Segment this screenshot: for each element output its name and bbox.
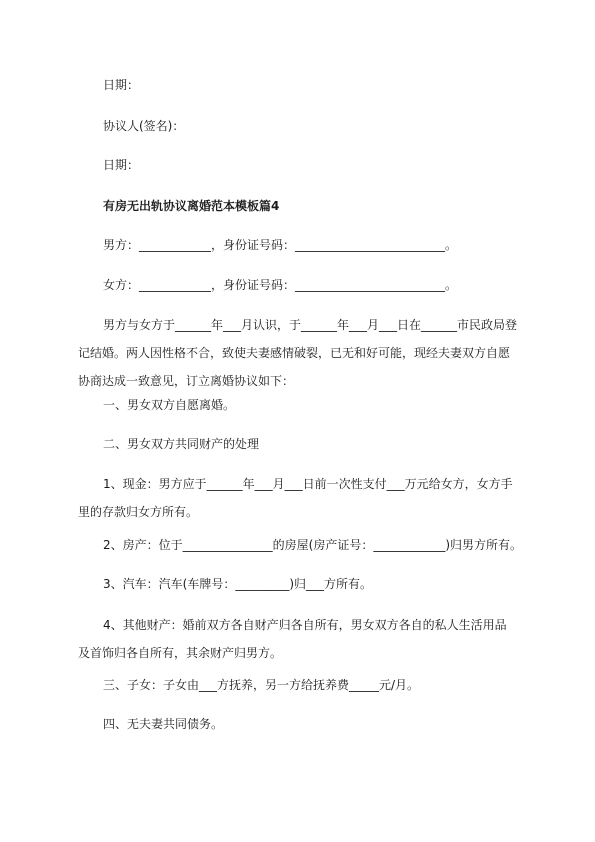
clause-1: 一、男女双方自愿离婚。 [103,398,236,412]
clause-2: 二、男女双方共同财产的处理 [103,437,260,451]
date-line-2: 日期： [103,158,140,172]
item-car: 3、汽车：汽车(车牌号：_________)归___方所有。 [103,577,372,591]
clause-3: 三、子女：子女由___方抚养，另一方给抚养费_____元/月。 [103,678,420,692]
item-cash: 1、现金：男方应于______年___月___日前一次性支付___万元给女方，女方手里的存款归女方所有。 [78,477,513,519]
section-title: 有房无出轨协议离婚范本模板篇4 [103,199,280,213]
male-party-line: 男方：____________，身份证号码：_________________________。 [103,238,458,252]
item-house: 2、房产：位于_______________的房屋(房产证号：____________)归男方所有。 [103,538,522,552]
intro-paragraph: 男方与女方于______年___月认识，于______年___月___日在______市民政局登记结婚。两人因性格不合，致使夫妻感情破裂，已无和好可能，现经夫妻双方自愿协商达成一致意见，订立离婚协议如下： [78,318,518,388]
date-line-1: 日期： [103,78,140,92]
clause-4: 四、无夫妻共同债务。 [103,717,224,731]
signer-line: 协议人(签名)： [103,119,185,133]
female-party-line: 女方：____________，身份证号码：_________________________。 [103,278,458,292]
item-other: 4、其他财产：婚前双方各自财产归各自所有，男女双方各自的私人生活用品及首饰归各自所有，其余财产归男方。 [78,618,507,660]
